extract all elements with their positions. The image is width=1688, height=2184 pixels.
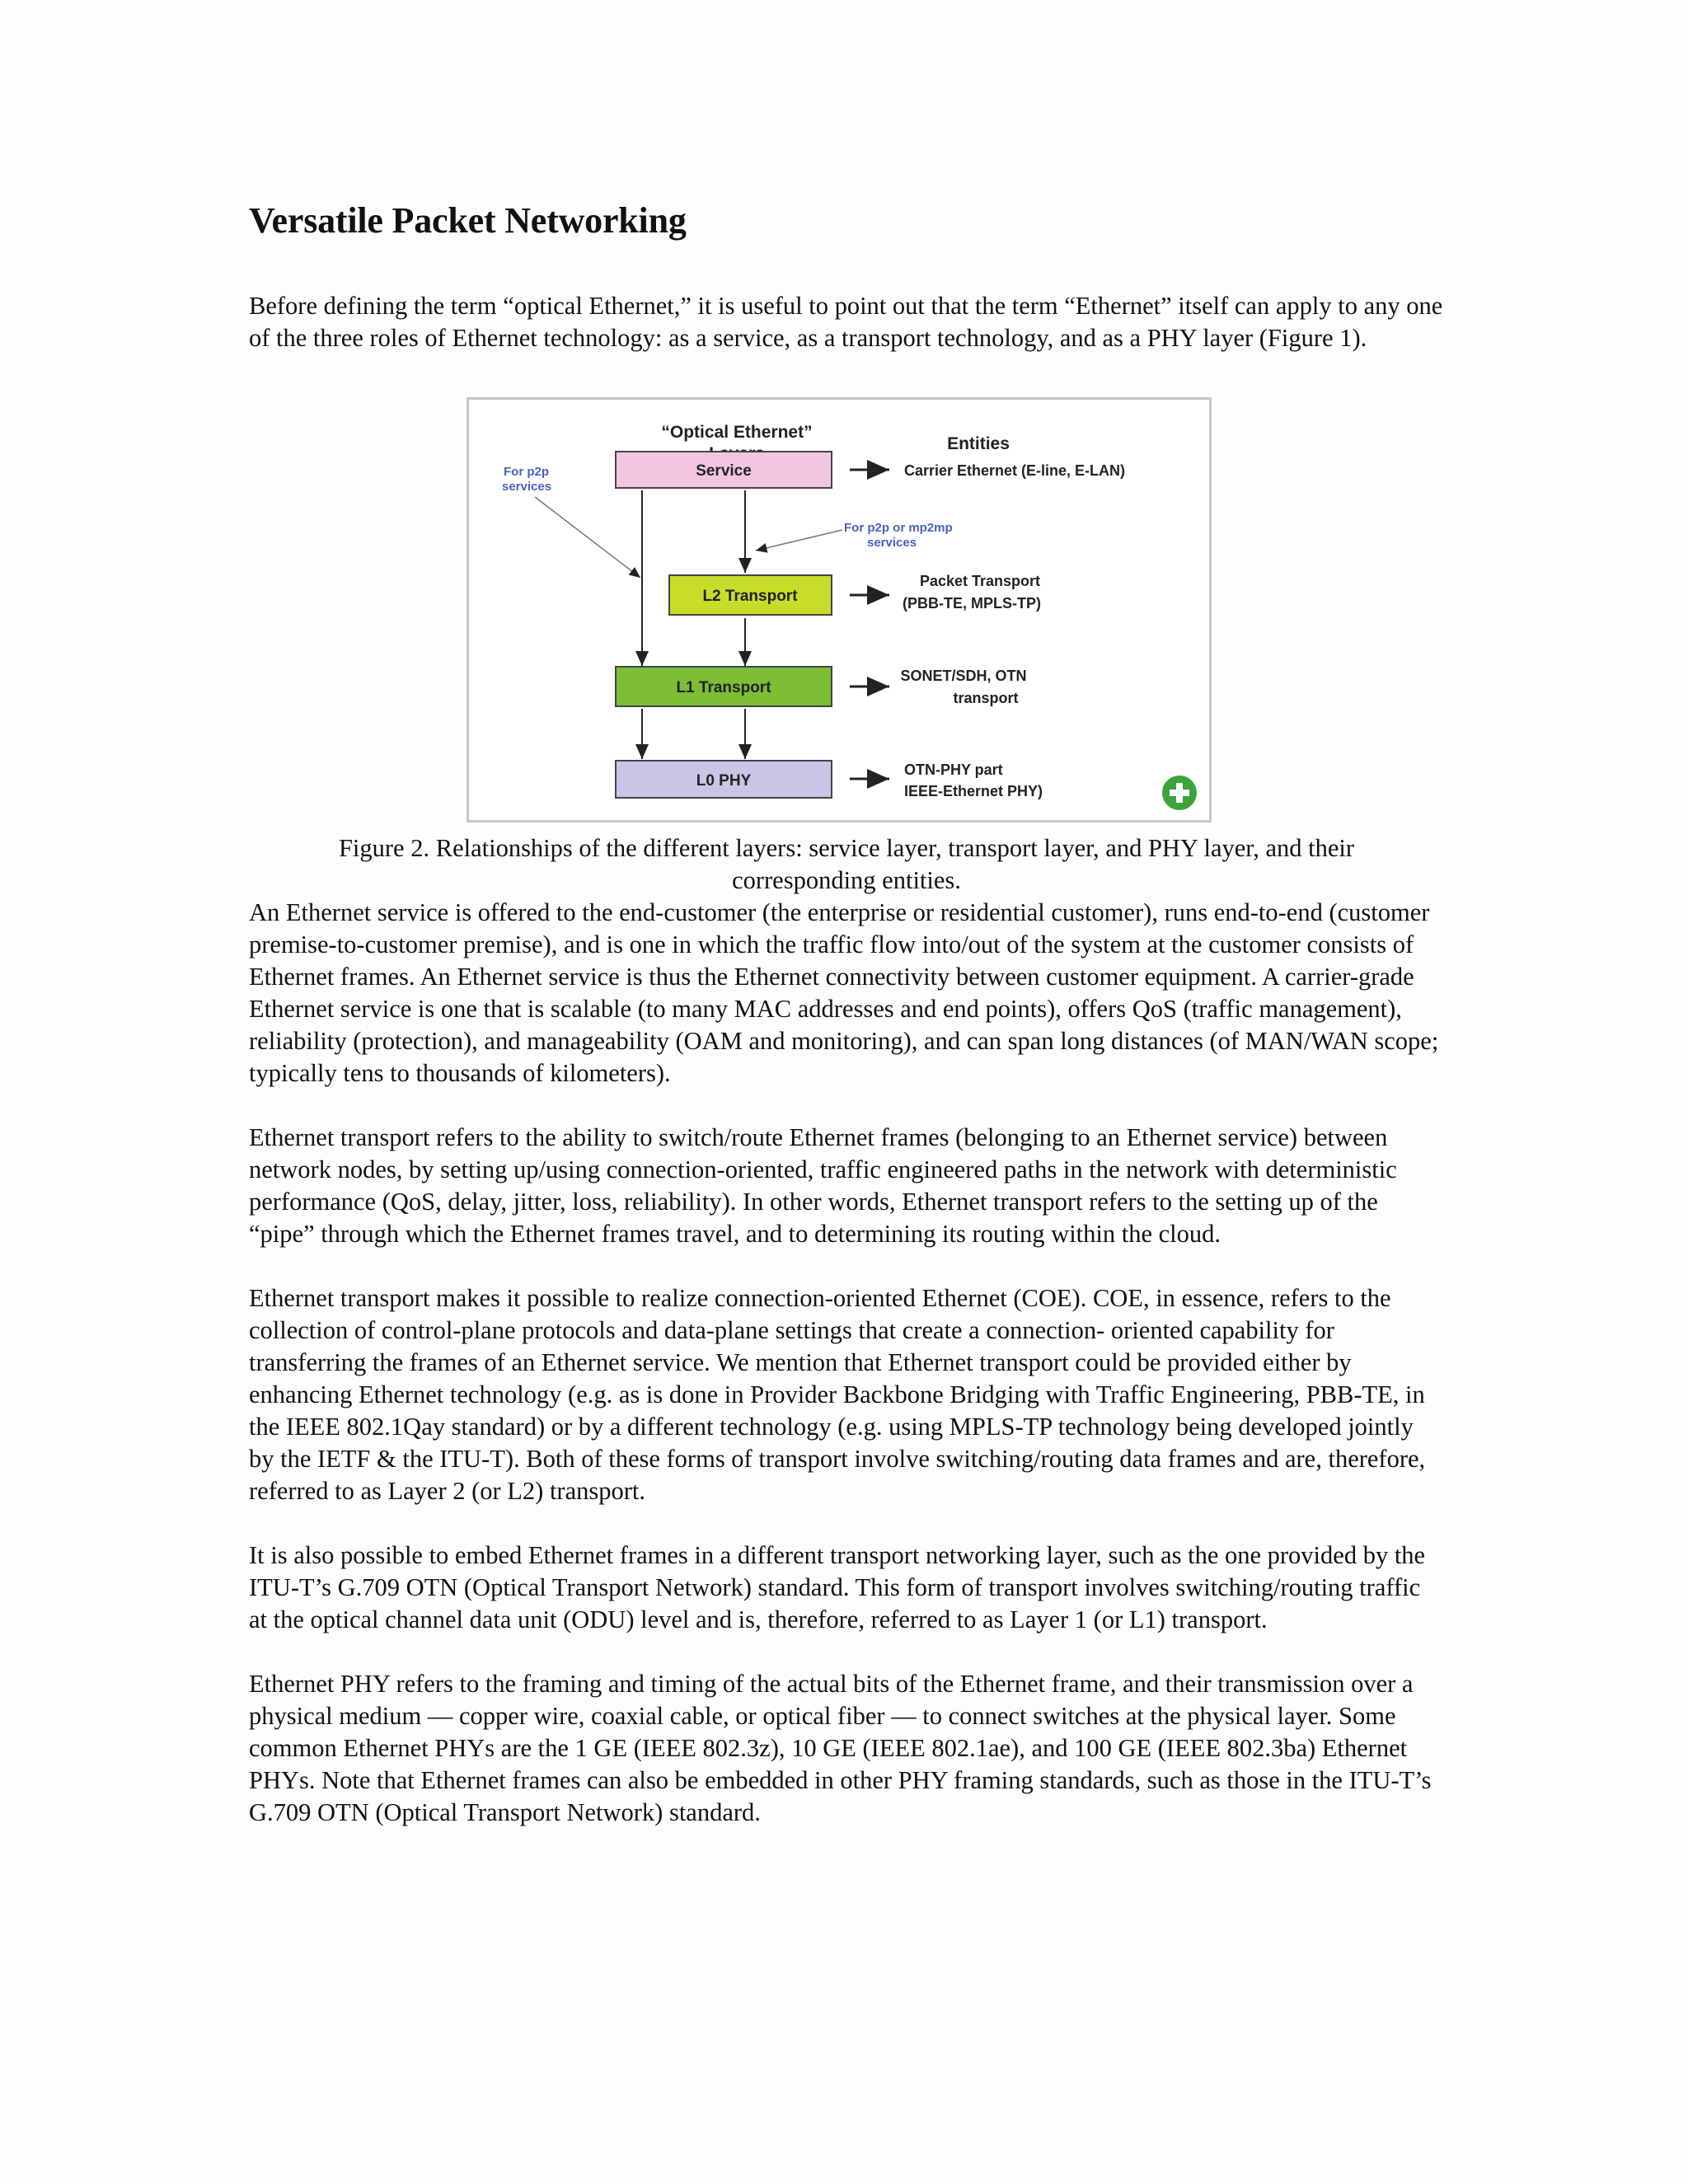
zoom-plus-icon[interactable] [1161, 775, 1198, 811]
intro-paragraph: Before defining the term “optical Ethernet,” it is useful to point out that the term “Ethernet” itself can apply to any one of the three roles of Ethernet technology: as a service, as a transport technology, and as a PHY layer (Figure 1). [249, 292, 1443, 352]
p2p-note-line2: services [502, 480, 552, 494]
mp2mp-pointer [756, 530, 842, 551]
entity-service-line1: Carrier Ethernet (E-line, E-LAN) [904, 462, 1126, 479]
layer-label-l2-transport: L2 Transport [702, 588, 798, 605]
article [249, 198, 1444, 1829]
entity-l0-line1: OTN-PHY part [904, 762, 1003, 778]
paragraph-l1-transport: It is also possible to embed Ethernet frames in a different transport networking layer, such as the one provided by the ITU-T’s G.709 OTN (Optical Transport Network) standard. This form of transport involves switching/routing traffic at the optical channel data unit (ODU) level and is, therefore, referred to as Layer 1 (or L1) transport. [249, 1541, 1426, 1633]
mp2mp-note-line2: services [867, 536, 917, 550]
layer-label-l1-transport: L1 Transport [676, 679, 771, 696]
figure-image [467, 397, 1212, 823]
mp2mp-note-line1: For p2p or mp2mp [844, 521, 953, 535]
entity-l1-line2: transport [953, 690, 1019, 706]
paragraph-ethernet-phy: Ethernet PHY refers to the framing and timing of the actual bits of the Ethernet frame, and their transmission over a physical medium — copper wire, coaxial cable, or optical fiber — to connect switches at the physical layer. Some common Ethernet PHYs are the 1 GE (IEEE 802.3z), 10 GE (IEEE 802.1ae), and 100 GE (IEEE 802.3ba) Ethernet PHYs. Note that Ethernet frames can also be embedded in other PHY framing standards, such as those in the ITU-T’s G.709 OTN (Optical Transport Network) standard. [249, 1670, 1432, 1826]
diagram-heading-line1: “Optical Ethernet” [661, 423, 813, 442]
paragraph-ethernet-transport: Ethernet transport refers to the ability to switch/route Ethernet frames (belonging to an Ethernet service) between network nodes, by setting up/using connection-oriented, traffic engineered paths in the network with deterministic performance (QoS, delay, jitter, loss, reliability). In other words, Ethernet transport refers to the setting up of the “pipe” through which the Ethernet frames travel, and to determining its routing within the cloud. [249, 1123, 1397, 1248]
paragraph-ethernet-service: An Ethernet service is offered to the end-customer (the enterprise or residential customer), runs end-to-end (customer premise-to-customer premise), and is one in which the traffic flow into/out of the system at the customer consists of Ethernet frames. An Ethernet service is thus the Ethernet connectivity between customer equipment. A carrier-grade Ethernet service is one that is scalable (to many MAC addresses and end points), offers QoS (traffic management), reliability (protection), and manageability (OAM and monitoring), and can span long distances (of MAN/WAN scope; typically tens to thousands of kilometers). [249, 898, 1439, 1087]
layer-label-service: Service [696, 462, 752, 480]
paragraph-coe: Ethernet transport makes it possible to realize connection-oriented Ethernet (COE). COE, in essence, refers to the collection of control-plane protocols and data-plane settings that create a connection- oriented capability for transferring the frames of an Ethernet service. We mention that Ethernet transport could be provided either by enhancing Ethernet technology (e.g. as is done in Provider Backbone Bridging with Traffic Engineering, PBB-TE, in the IEEE 802.1Qay standard) or by a different technology (e.g. using MPLS-TP technology being developed jointly by the IETF & the ITU-T). Both of these forms of transport involve switching/routing data frames and are, therefore, referred to as Layer 2 (or L2) transport. [249, 1284, 1426, 1505]
entities-heading: Entities [947, 434, 1010, 453]
entity-l1-line1: SONET/SDH, OTN [900, 668, 1027, 684]
p2p-pointer [535, 497, 640, 578]
p2p-note-line1: For p2p [504, 465, 549, 479]
figure-caption: Figure 2. Relationships of the different layers: service layer, transport layer, and PHY layer, and their corresponding entities. [338, 834, 1355, 894]
figure [249, 397, 1444, 823]
layer-label-l0-phy: L0 PHY [696, 772, 752, 790]
page-title: Versatile Packet Networking [249, 200, 687, 241]
entity-l2-line2: (PBB-TE, MPLS-TP) [903, 595, 1041, 612]
entity-l0-line2: IEEE-Ethernet PHY) [904, 783, 1043, 799]
entity-l2-line1: Packet Transport [919, 573, 1041, 589]
layer-diagram [469, 400, 1209, 820]
